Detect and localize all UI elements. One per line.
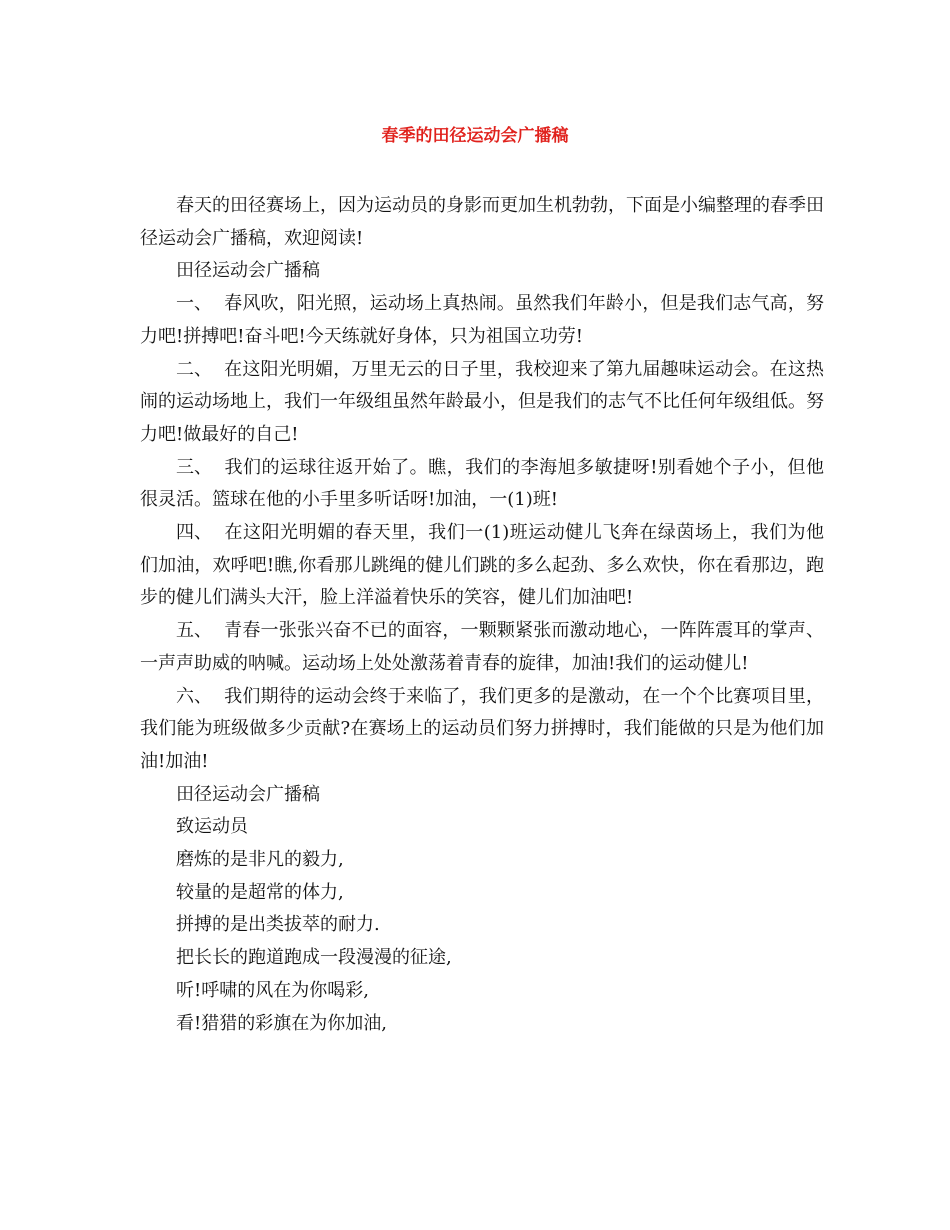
item-text: 在这阳光明媚，万里无云的日子里，我校迎来了第九届趣味运动会。在这热闹的运动场地上，我们一年级组虽然年龄最小，但是我们的志气不比任何年级组低。努力吧!做最好的自己! [140,358,824,445]
numbered-paragraph-3 [140,452,824,517]
item-text: 在这阳光明媚的春天里，我们一(1)班运动健儿飞奔在绿茵场上，我们为他们加油，欢呼吧!瞧,你看那儿跳绳的健儿们跳的多么起劲、多么欢快，你在看那边，跑步的健儿们满头大汗，脸上洋溢着快乐的笑容，健儿们加油吧! [140,522,824,609]
intro-paragraph: 春天的田径赛场上，因为运动员的身影而更加生机勃勃，下面是小编整理的春季田径运动会广播稿，欢迎阅读! [140,195,824,249]
numbered-paragraph-2 [140,354,824,452]
section-heading: 田径运动会广播稿 [176,783,320,805]
item-label: 五、 [176,620,212,642]
poem-line: 听!呼啸的风在为你喝彩, [176,979,369,1001]
item-label: 三、 [176,456,212,478]
document-body [140,190,824,1040]
item-label: 六、 [176,685,212,707]
item-text: 春风吹，阳光照，运动场上真热闹。虽然我们年龄小，但是我们志气高，努力吧!拼搏吧!奋斗吧!今天练就好身体，只为祖国立功劳! [140,293,824,347]
poem-line: 较量的是超常的体力, [176,881,344,903]
poem-line: 把长长的跑道跑成一段漫漫的征途, [176,947,452,969]
item-label: 二、 [176,358,212,380]
item-label: 四、 [176,522,212,544]
document-title: 春季的田径运动会广播稿 [381,126,569,146]
item-text: 我们期待的运动会终于来临了，我们更多的是激动，在一个个比赛项目里，我们能为班级做多少贡献?在赛场上的运动员们努力拼搏时，我们能做的只是为他们加油!加油! [140,685,824,772]
item-text: 青春一张张兴奋不已的面容，一颗颗紧张而激动地心，一阵阵震耳的掌声、一声声助威的呐喊。运动场上处处激荡着青春的旋律，加油!我们的运动健儿! [140,620,824,674]
numbered-paragraph-5 [140,615,824,680]
poem-line: 磨炼的是非凡的毅力, [176,849,344,871]
numbered-paragraph-4 [140,517,824,615]
numbered-paragraph-1 [140,288,824,353]
section-heading: 田径运动会广播稿 [176,260,320,282]
item-text: 我们的运球往返开始了。瞧，我们的李海旭多敏捷呀!别看她个子小，但他很灵活。篮球在他的小手里多听话呀!加油，一(1)班! [140,456,824,511]
numbered-paragraph-6 [140,681,824,779]
poem-line: 拼搏的是出类拔萃的耐力. [176,914,380,936]
poem-line: 看!猎猎的彩旗在为你加油, [176,1012,387,1034]
item-label: 一、 [176,293,212,315]
poem-title: 致运动员 [176,816,248,838]
